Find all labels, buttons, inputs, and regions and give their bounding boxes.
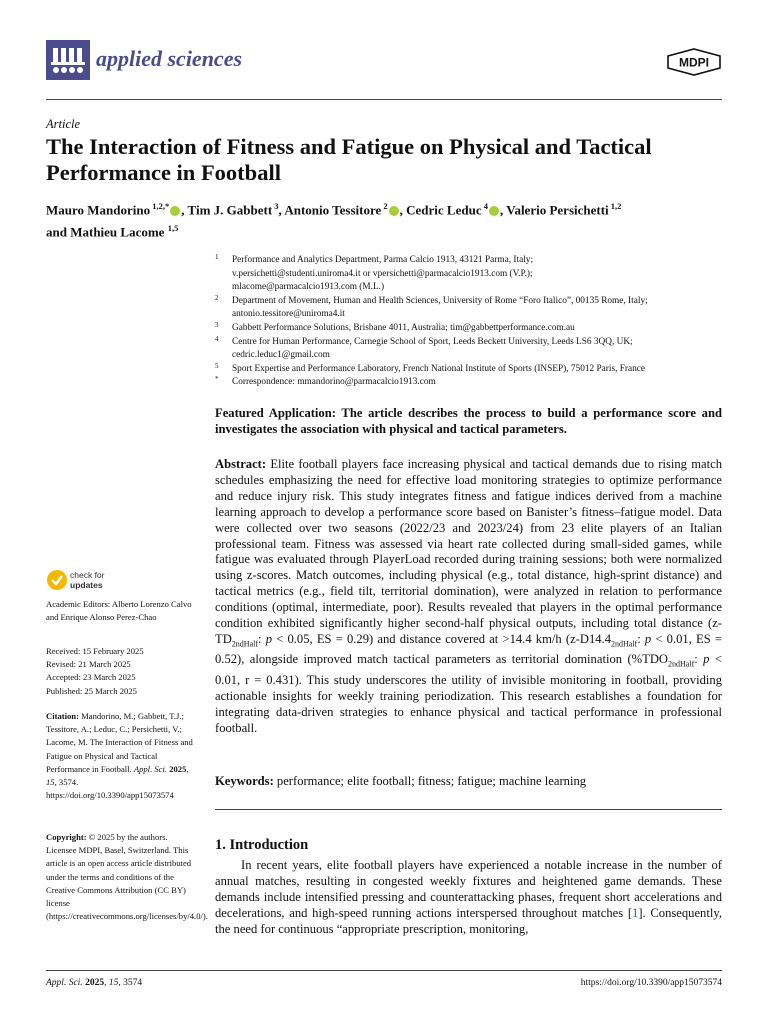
affiliation-line: Performance and Analytics Department, Parma Calcio 1913, 43121 Parma, Italy; [232, 255, 534, 265]
author-list [46, 197, 726, 242]
author-affiliation-sup: 1,2 [608, 201, 622, 211]
affiliation-line: Centre for Human Performance, Carnegie School of Sport, Leeds Beckett University, Leeds LS6 3QQ, UK; [232, 336, 633, 347]
footer-doi-link[interactable]: https://doi.org/10.3390/app15073574 [580, 978, 722, 988]
citation-block: Citation: Mandorino, M.; Gabbett, T.J.; Tessitore, A.; Leduc, C.; Persichetti, V.; Lacome, M. The Interaction of Fitness and Fatigue on Physical and Tactical Performance in Football. Appl. Sci. 2025, 15, 3574. https://doi.org/10.3390/app15073574 [46, 711, 193, 801]
affiliation-item [215, 336, 722, 363]
abstract-italic: p [703, 652, 710, 667]
author-name[interactable]: Mauro Mandorino [46, 202, 151, 218]
affiliation-line: Department of Movement, Human and Health Sciences, University of Rome “Foro Italico”, 00135 Rome, Italy; [232, 295, 648, 306]
abstract-text: < 0.01, ES = 0.52), alongside improved match tactical parameters as territorial domination (%TDO [215, 631, 723, 667]
authors-line-1: Mauro Mandorino $^{1,2,*}$ , Tim J. Gabbett $^3$, Antonio Tessitore $^2$ , Cedric Leduc $^4$ , Valerio Persichetti $^{1,2}$ [46, 201, 622, 218]
journal-logo [46, 40, 90, 80]
check-updates-icon [46, 568, 68, 592]
affiliation-line: mlacome@parmacalcio1913.com (M.L.) [232, 282, 385, 293]
section-heading: 1. Introduction [215, 837, 309, 853]
author-affiliation-sup: 1,2,* [150, 201, 170, 211]
author-conjunction: and [46, 224, 67, 240]
affiliation-item [215, 295, 722, 322]
affiliation-item [215, 254, 722, 295]
mdpi-logo [666, 48, 722, 76]
footer-rule [46, 970, 722, 971]
mdpi-logo-text: MDPI [679, 55, 709, 70]
abstract-text: < 0.01, r = 0.431). This study underscores the utility of invisible monitoring in football, providing actionable insights for weekly training periodization. This research establishes a foundation for integrating data-driven strategies to enhance physical and tactical performance in professional football. [215, 652, 722, 735]
author-affiliation-sup: 1,5 [167, 223, 179, 234]
date-received: Received: 15 February 2025 [46, 646, 144, 656]
affiliation-item [215, 363, 722, 377]
citation-text: Mandorino, M.; Gabbett, T.J.; Tessitore, A.; Leduc, C.; Persichetti, V.; Lacome, M. The Interaction of Fitness and Fatigue on Physical and Tactical Performance in Football. [46, 711, 193, 774]
author-name[interactable]: Cedric Leduc [406, 202, 482, 218]
authors-line-2 [46, 219, 726, 241]
affiliation-number: 4 [215, 334, 219, 343]
abstract-subscript: 2ndHalf [611, 639, 638, 649]
academic-editors: Academic Editors: Alberto Lorenzo Calvo and Enrique Alonso Perez-Chao [46, 599, 192, 623]
abstract-text: < 0.05, ES = 0.29) and distance covered at >14.4 km/h (z-D14.4 [272, 631, 611, 646]
author-name[interactable]: Antonio Tessitore [284, 202, 382, 218]
abstract-label: Abstract: [215, 457, 267, 471]
affiliation-line: cedric.leduc1@gmail.com [232, 350, 330, 361]
abstract [215, 457, 722, 736]
keywords [215, 774, 722, 790]
featured-application: Featured Application: The article describes the process to build a performance score and investigates the association with physical and tactical parameters. [215, 406, 722, 436]
author-affiliation-sup: 2 [381, 201, 388, 211]
article-type: Article [46, 117, 81, 131]
abstract-text: : [694, 652, 704, 667]
affiliation-number: * [215, 375, 219, 384]
check-updates-line-2: updates [70, 580, 103, 590]
abstract-subscript: 2ndHalf [668, 659, 695, 669]
affiliation-number: 3 [215, 320, 219, 329]
author-name[interactable]: Valerio Persichetti [506, 202, 609, 218]
abstract-text: : [637, 631, 645, 646]
footer-year: 2025 [85, 978, 105, 988]
journal-name: applied sciences [96, 46, 243, 71]
affiliation-number: 5 [215, 361, 219, 370]
orcid-icon[interactable] [389, 206, 399, 216]
affiliation-line: antonio.tessitore@uniroma4.it [232, 309, 345, 320]
citation-doi[interactable]: , 3574. https://doi.org/10.3390/app15073574 [46, 777, 174, 801]
check-updates-line-1: check for [70, 570, 105, 580]
orcid-icon[interactable] [489, 206, 499, 216]
keywords-text: performance; elite football; fitness; fatigue; machine learning [276, 774, 587, 788]
footer-article-number: , 3574 [118, 978, 143, 988]
abstract-subscript: 2ndHalf [231, 639, 259, 649]
copyright-label: Copyright: [46, 832, 87, 842]
citation-link[interactable]: 1 [632, 905, 639, 920]
abstract-text: : [258, 631, 266, 646]
affiliation-number: 2 [215, 293, 219, 302]
check-for-updates-button[interactable] [46, 568, 166, 592]
check-for-updates-label [70, 570, 105, 590]
copyright-text: © 2025 by the authors. Licensee MDPI, Basel, Switzerland. This article is an open access article distributed under the terms and conditions of the Creative Commons Attribution (CC BY) license (https://creativecommons.org/licenses/by/4.0/). [46, 832, 208, 922]
citation-year: 2025 [169, 763, 187, 774]
citation-journal: Appl. Sci. [133, 763, 168, 774]
affiliation-item [215, 322, 722, 336]
abstract-italic: p [265, 631, 272, 646]
orcid-icon[interactable] [170, 206, 180, 216]
citation-label: Citation: [46, 711, 79, 721]
author-name[interactable]: Mathieu Lacome [70, 224, 165, 240]
intro-text: In recent years, elite football players have experienced a notable increase in the number of annual matches, resulting in congested weekly fixtures and heightened game demands. These demands include intensified pressing and counterattacking phases, frequent short accelerations and decelerations, and high-speed running actions interspersed throughout matches [ [215, 858, 722, 920]
abstract-italic: p [644, 631, 652, 646]
footer-journal: Appl. Sci. [46, 978, 83, 988]
affiliation-number: 1 [215, 253, 219, 261]
date-revised: Revised: 21 March 2025 [46, 659, 131, 670]
abstract-text: Elite football players face increasing physical and tactical demands due to rising match schedules emphasizing the need for effective load monitoring strategies to optimize performance and reduce injury risk. This study integrates fitness and fatigue indices derived from a machine learning approach to develop a performance score based on Banister’s fitness–fatigue model. Data were collected over two seasons (2022/23 and 2023/24) from 23 elite players of an Italian professional team. Fitness was assessed via heart rate collected during small-sided games, while fatigue was evaluated through PlayerLoad recorded during training sessions; both were normalized using z-scores. Match outcomes, including physical (e.g., total distance, high-sprint distance) and tactical metrics (e.g., field tilt, territorial domination), were analyzed in relation to performance conditions (optimal, intermediate, poor). Results revealed that players in the optimal performance condition exhibited significantly higher second-half physical outputs, including total distance (z-TD [215, 457, 722, 646]
affiliations [215, 254, 722, 390]
affiliation-line: v.persichetti@studenti.uniroma4.it or vpersichetti@parmacalcio1913.com (V.P.); [232, 268, 533, 279]
affiliation-item [215, 376, 722, 390]
page-title: The Interaction of Fitness and Fatigue on Physical and Tactical Performance in Football [46, 134, 652, 185]
footer-citation: Appl. Sci. 2025, 15, 3574 [46, 978, 143, 988]
date-accepted: Accepted: 23 March 2025 [46, 672, 136, 683]
keywords-label: Keywords: [215, 774, 274, 788]
intro-paragraph [215, 858, 722, 938]
affiliation-line: Correspondence: mmandorino@parmacalcio1913.com [232, 377, 436, 388]
intro-text: ]. Consequently, the need for continuous “appropriate prescription, monitoring, [215, 905, 722, 936]
section-rule [215, 809, 722, 810]
affiliation-line: Sport Expertise and Performance Laboratory, French National Institute of Sports (INSEP), 75012 Paris, France [232, 363, 646, 374]
affiliation-line: Gabbett Performance Solutions, Brisbane 4011, Australia; tim@gabbettperformance.com.au [232, 322, 575, 333]
copyright-block [46, 831, 208, 923]
author-name[interactable]: Tim J. Gabbett [187, 202, 273, 218]
footer-volume: 15 [108, 978, 119, 988]
citation-volume: 15 [46, 777, 55, 788]
author-affiliation-sup: 3 [272, 201, 279, 211]
header-rule [46, 99, 722, 100]
author-affiliation-sup: 4 [481, 201, 488, 211]
date-published: Published: 25 March 2025 [46, 685, 137, 696]
dates [46, 645, 198, 698]
